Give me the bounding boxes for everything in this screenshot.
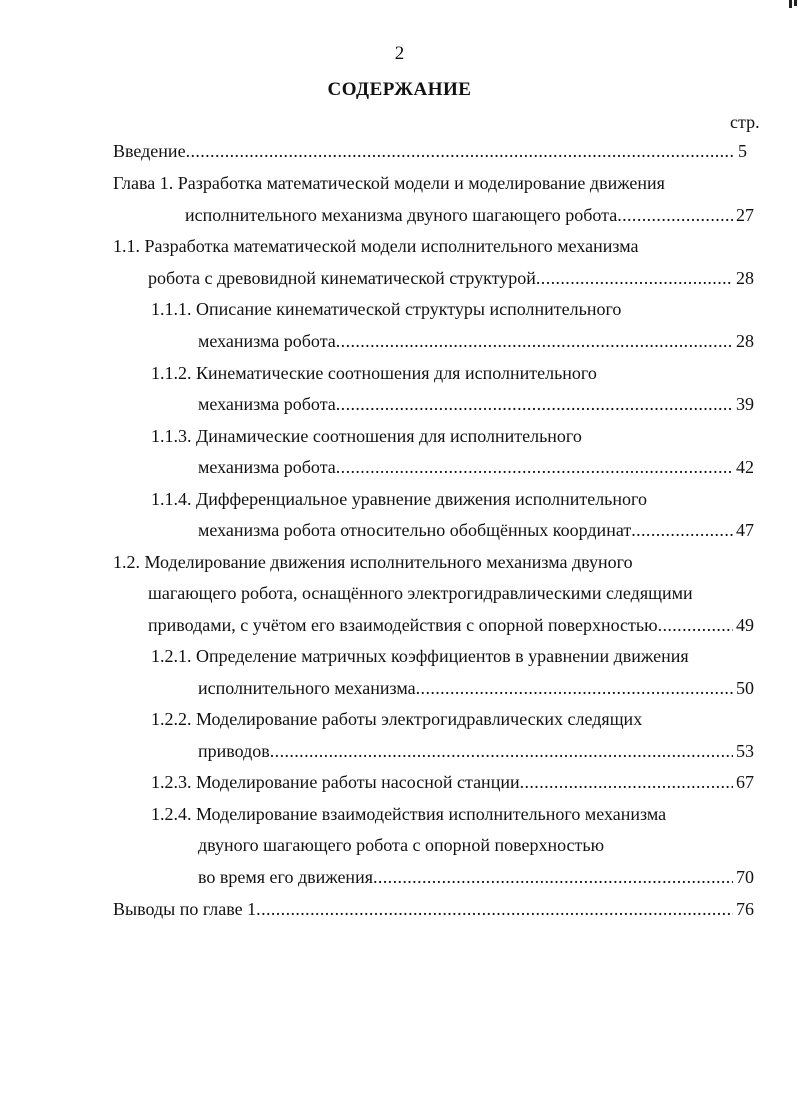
toc-page-number: 42 (736, 457, 754, 477)
toc-entry-1-2-4[interactable] (151, 802, 666, 826)
toc-page-number: 28 (736, 331, 754, 351)
toc-entry-1-2-cont[interactable] (148, 581, 693, 605)
toc-page-number: 28 (736, 268, 754, 288)
toc-entry-text: Выводы по главе 1 (113, 899, 257, 919)
toc-entry-summary[interactable] (113, 897, 754, 921)
page-number: 2 (394, 43, 405, 64)
toc-entry-text: Глава 1. Разработка математической модели и моделирование движения (113, 173, 665, 193)
pages-column-label: стр. (730, 112, 760, 132)
toc-entry-text: приводами, с учётом его взаимодействия с опорной поверхностью (148, 615, 658, 635)
toc-entry-text: во время его движения (198, 867, 373, 887)
toc-page-number: 39 (736, 394, 754, 414)
toc-page-number: 49 (736, 615, 754, 635)
toc-entry-1-1-4-cont[interactable] (198, 518, 754, 542)
toc-entry-1-1-3[interactable] (151, 424, 582, 448)
toc-entry-1-1-4[interactable] (151, 487, 647, 511)
toc-page-number: 47 (736, 520, 754, 540)
toc-entry-text: Введение (113, 141, 186, 161)
toc-entry-text: 1.1.4. Дифференциальное уравнение движения исполнительного (151, 489, 647, 509)
toc-entry-1-2-2[interactable] (151, 707, 642, 731)
toc-entry-text: механизма робота (198, 331, 336, 351)
toc-entry-chapter-1[interactable] (113, 171, 665, 195)
dot-leader (256, 897, 733, 921)
toc-entry-text: механизма робота относительно обобщённых координат (198, 520, 632, 540)
toc-entry-1-1-1[interactable] (151, 297, 621, 321)
dot-leader (373, 865, 733, 889)
toc-entry-1-2-1-cont[interactable] (198, 676, 754, 700)
toc-page-number: 76 (736, 899, 754, 919)
toc-entry-1-2-4-cont[interactable] (198, 833, 604, 857)
dot-leader (270, 739, 733, 763)
toc-entry-1-1-2[interactable] (151, 361, 597, 385)
dot-leader (186, 139, 735, 163)
toc-page-number: 70 (736, 867, 754, 887)
toc-entry-1-2-2-cont[interactable] (198, 739, 754, 763)
toc-entry-1-2-1[interactable] (151, 644, 689, 668)
scan-corner-mark (784, 0, 799, 12)
dot-leader (631, 518, 733, 542)
toc-entry-text: 1.2.2. Моделирование работы электрогидравлических следящих (151, 709, 643, 729)
dot-leader (416, 676, 733, 700)
page-title: СОДЕРЖАНИЕ (327, 79, 472, 100)
toc-entry-1-1-2-cont[interactable] (198, 392, 754, 416)
toc-entry-text: 1.1.1. Описание кинематической структуры исполнительного (151, 299, 622, 319)
toc-entry-text: 1.2.3. Моделирование работы насосной станции (151, 772, 520, 792)
toc-entry-text: 1.2.1. Определение матричных коэффициентов в уравнении движения (151, 646, 689, 666)
toc-entry-1-1-cont[interactable] (148, 266, 754, 290)
toc-page-number: 27 (736, 205, 754, 225)
toc-entry-intro[interactable] (113, 139, 747, 163)
toc-entry-1-2-3[interactable] (151, 770, 754, 794)
toc-entry-text: 1.2.4. Моделирование взаимодействия исполнительного механизма (151, 804, 667, 824)
dot-leader (336, 455, 733, 479)
toc-page-number: 53 (736, 741, 754, 761)
toc-entry-text: исполнительного механизма двуного шагающего робота (185, 205, 618, 225)
toc-entry-1-1[interactable] (113, 234, 639, 258)
toc-page-number: 67 (736, 772, 754, 792)
toc-page-number: 5 (738, 141, 747, 161)
dot-leader (536, 266, 733, 290)
toc-entry-text: 1.1.2. Кинематические соотношения для исполнительного (151, 363, 597, 383)
toc-entry-text: 1.1.3. Динамические соотношения для исполнительного (151, 426, 582, 446)
toc-page-number: 50 (736, 678, 754, 698)
dot-leader (658, 613, 733, 637)
toc-entry-text: механизма робота (198, 457, 336, 477)
dot-leader (336, 392, 733, 416)
toc-entry-text: робота с древовидной кинематической структурой (148, 268, 536, 288)
toc-entry-text: исполнительного механизма (198, 678, 416, 698)
toc-entry-text: шагающего робота, оснащённого электрогидравлическими следящими (148, 583, 693, 603)
toc-entry-1-1-3-cont[interactable] (198, 455, 754, 479)
toc-entry-chapter-1-cont[interactable] (185, 203, 754, 227)
toc-entry-text: двуного шагающего робота с опорной поверхностью (198, 835, 605, 855)
dot-leader (617, 203, 733, 227)
toc-entry-text: приводов (198, 741, 270, 761)
toc-entry-text: 1.1. Разработка математической модели исполнительного механизма (113, 236, 639, 256)
toc-entry-1-2[interactable] (113, 550, 633, 574)
toc-entry-1-2-4-cont2[interactable] (198, 865, 754, 889)
dot-leader (520, 770, 733, 794)
dot-leader (336, 329, 733, 353)
toc-entry-1-2-cont2[interactable] (148, 613, 754, 637)
toc-entry-text: 1.2. Моделирование движения исполнительного механизма двуного (113, 552, 633, 572)
toc-entry-text: механизма робота (198, 394, 336, 414)
toc-entry-1-1-1-cont[interactable] (198, 329, 754, 353)
